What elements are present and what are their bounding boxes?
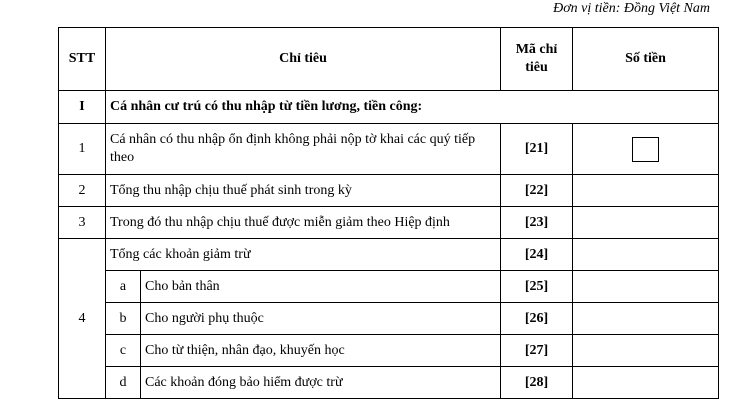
section-title: Cá nhân cư trú có thu nhập từ tiền lương, tiền công: (106, 91, 719, 124)
sub-row (59, 335, 719, 367)
row-stt: 2 (59, 175, 106, 207)
amount-cell[interactable] (573, 271, 719, 303)
row-stt: 1 (59, 124, 106, 175)
amount-cell[interactable] (573, 239, 719, 271)
row-code: [22] (501, 175, 573, 207)
row-label: Trong đó thu nhập chịu thuế được miễn giảm theo Hiệp định (106, 207, 501, 239)
amount-cell[interactable] (573, 303, 719, 335)
row-code: [27] (501, 335, 573, 367)
table-row (59, 207, 719, 239)
header-code: Mã chỉ tiêu (501, 28, 573, 91)
sub-row-letter: c (106, 335, 141, 367)
sub-row (59, 367, 719, 399)
amount-cell[interactable] (573, 207, 719, 239)
row-code: [23] (501, 207, 573, 239)
header-stt: STT (59, 28, 106, 91)
table-row (59, 124, 719, 175)
row-stt: 3 (59, 207, 106, 239)
row-label: Cá nhân có thu nhập ổn định không phải nộp tờ khai các quý tiếp theo (106, 124, 501, 175)
section-number: I (59, 91, 106, 124)
row-code: [26] (501, 303, 573, 335)
amount-cell[interactable] (573, 335, 719, 367)
section-row (59, 91, 719, 124)
row-code: [24] (501, 239, 573, 271)
table-row (59, 239, 719, 271)
checkbox-21[interactable] (632, 137, 659, 162)
sub-row-letter: b (106, 303, 141, 335)
sub-row (59, 271, 719, 303)
header-amount: Số tiền (573, 28, 719, 91)
sub-row-letter: a (106, 271, 141, 303)
tax-declaration-table (58, 27, 719, 399)
row-code: [28] (501, 367, 573, 399)
currency-unit-note: Đơn vị tiền: Đồng Việt Nam (553, 1, 710, 16)
header-indicator: Chỉ tiêu (106, 28, 501, 91)
row-code: [21] (501, 124, 573, 175)
table-row (59, 175, 719, 207)
sub-row-label: Cho người phụ thuộc (141, 303, 501, 335)
group-stt: 4 (59, 239, 106, 399)
row-label: Tổng thu nhập chịu thuế phát sinh trong kỳ (106, 175, 501, 207)
amount-cell[interactable] (573, 175, 719, 207)
row-label: Tổng các khoản giảm trừ (106, 239, 501, 271)
sub-row-label: Cho bản thân (141, 271, 501, 303)
amount-cell (573, 124, 719, 175)
sub-row (59, 303, 719, 335)
table-header-row (59, 28, 719, 91)
row-code: [25] (501, 271, 573, 303)
sub-row-label: Các khoản đóng bảo hiểm được trừ (141, 367, 501, 399)
sub-row-label: Cho từ thiện, nhân đạo, khuyến học (141, 335, 501, 367)
amount-cell[interactable] (573, 367, 719, 399)
sub-row-letter: d (106, 367, 141, 399)
